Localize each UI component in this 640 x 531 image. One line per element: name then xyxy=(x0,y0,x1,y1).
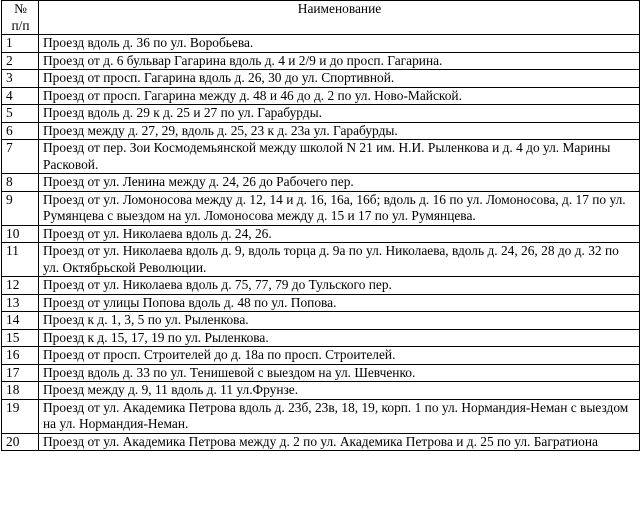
row-name: Проезд от улицы Попова вдоль д. 48 по ул. Попова. xyxy=(39,294,640,312)
row-number: 6 xyxy=(2,122,39,140)
header-number-line1: № xyxy=(14,1,27,16)
row-name: Проезд от ул. Николаева вдоль д. 24, 26. xyxy=(39,225,640,243)
row-number: 18 xyxy=(2,382,39,400)
row-name: Проезд от ул. Академика Петрова между д. 2 по ул. Академика Петрова и д. 25 по ул. Багратиона xyxy=(39,433,640,451)
row-number: 3 xyxy=(2,70,39,88)
table-row xyxy=(2,225,640,243)
table-row xyxy=(2,433,640,451)
table-row xyxy=(2,329,640,347)
row-number: 15 xyxy=(2,329,39,347)
row-number: 1 xyxy=(2,35,39,53)
row-number: 20 xyxy=(2,433,39,451)
row-name: Проезд к д. 15, 17, 19 по ул. Рыленкова. xyxy=(39,329,640,347)
row-name: Проезд от ул. Николаева вдоль д. 9, вдоль торца д. 9а по ул. Николаева, вдоль д. 24, 26, 28 до д. 32 по ул. Октябрьской Революции. xyxy=(39,243,640,277)
row-name: Проезд от просп. Гагарина вдоль д. 26, 30 до ул. Спортивной. xyxy=(39,70,640,88)
row-name: Проезд между д. 9, 11 вдоль д. 11 ул.Фрунзе. xyxy=(39,382,640,400)
row-name: Проезд вдоль д. 36 по ул. Воробьева. xyxy=(39,35,640,53)
row-name: Проезд от ул. Ломоносова между д. 12, 14 и д. 16, 16а, 16б; вдоль д. 16 по ул. Ломоносова, д. 17 по ул. Румянцева с выездом на ул. Ломоносова между д. 15 и 17 по ул. Румянцева. xyxy=(39,191,640,225)
row-number: 9 xyxy=(2,191,39,225)
row-number: 14 xyxy=(2,312,39,330)
row-name: Проезд между д. 27, 29, вдоль д. 25, 23 к д. 23а ул. Гарабурды. xyxy=(39,122,640,140)
row-number: 16 xyxy=(2,347,39,365)
table-row xyxy=(2,70,640,88)
table-row xyxy=(2,105,640,123)
table-row xyxy=(2,364,640,382)
row-number: 13 xyxy=(2,294,39,312)
header-row xyxy=(2,1,640,35)
roads-table xyxy=(1,0,640,451)
row-number: 11 xyxy=(2,243,39,277)
table-row xyxy=(2,87,640,105)
row-name: Проезд от ул. Ленина между д. 24, 26 до Рабочего пер. xyxy=(39,174,640,192)
table-row xyxy=(2,52,640,70)
row-name: Проезд вдоль д. 29 к д. 25 и 27 по ул. Гарабурды. xyxy=(39,105,640,123)
row-name: Проезд к д. 1, 3, 5 по ул. Рыленкова. xyxy=(39,312,640,330)
row-name: Проезд вдоль д. 33 по ул. Тенишевой с выездом на ул. Шевченко. xyxy=(39,364,640,382)
row-number: 17 xyxy=(2,364,39,382)
table-row xyxy=(2,399,640,433)
table-row xyxy=(2,347,640,365)
row-number: 2 xyxy=(2,52,39,70)
table-row xyxy=(2,140,640,174)
row-name: Проезд от д. 6 бульвар Гагарина вдоль д. 4 и 2/9 и до просп. Гагарина. xyxy=(39,52,640,70)
row-number: 19 xyxy=(2,399,39,433)
row-name: Проезд от ул. Николаева вдоль д. 75, 77, 79 до Тульского пер. xyxy=(39,277,640,295)
row-number: 12 xyxy=(2,277,39,295)
header-number xyxy=(2,1,39,35)
row-number: 10 xyxy=(2,225,39,243)
header-number-line2: п/п xyxy=(11,17,30,33)
table-row xyxy=(2,312,640,330)
table-row xyxy=(2,277,640,295)
row-number: 8 xyxy=(2,174,39,192)
table-row xyxy=(2,382,640,400)
row-name: Проезд от пер. Зои Космодемьянской между школой N 21 им. Н.И. Рыленкова и д. 4 до ул. Марины Расковой. xyxy=(39,140,640,174)
row-number: 4 xyxy=(2,87,39,105)
table-body xyxy=(2,35,640,451)
row-name: Проезд от просп. Гагарина между д. 48 и 46 до д. 2 по ул. Ново-Майской. xyxy=(39,87,640,105)
row-number: 7 xyxy=(2,140,39,174)
table-row xyxy=(2,191,640,225)
table-row xyxy=(2,35,640,53)
table-row xyxy=(2,174,640,192)
header-name: Наименование xyxy=(39,1,640,35)
table-row xyxy=(2,243,640,277)
row-name: Проезд от ул. Академика Петрова вдоль д. 23б, 23в, 18, 19, корп. 1 по ул. Нормандия-Неман с выездом на ул. Нормандия-Неман. xyxy=(39,399,640,433)
table-row xyxy=(2,122,640,140)
row-number: 5 xyxy=(2,105,39,123)
table-row xyxy=(2,294,640,312)
row-name: Проезд от просп. Строителей до д. 18а по просп. Строителей. xyxy=(39,347,640,365)
